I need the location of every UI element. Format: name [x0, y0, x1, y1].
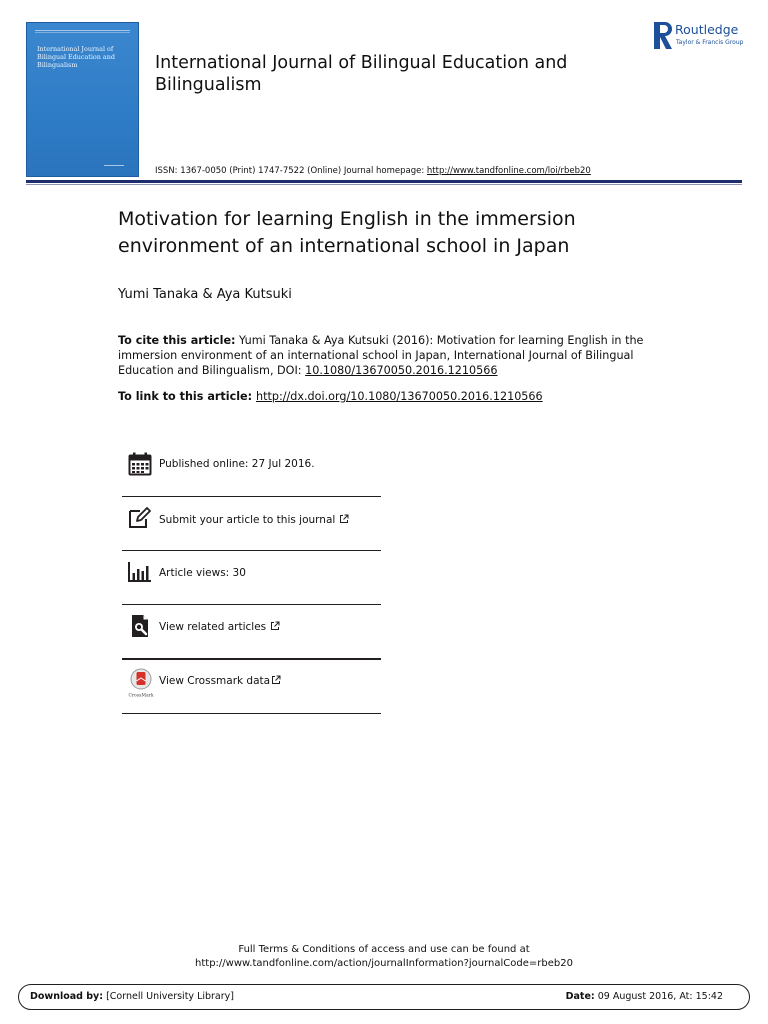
terms-link[interactable]: http://www.tandfonline.com/action/journalInformation?journalCode=rbeb20: [195, 958, 573, 969]
terms-line-1: Full Terms & Conditions of access and use can be found at: [238, 944, 530, 955]
divider: [122, 713, 381, 714]
crossmark-caption: CrossMark: [128, 693, 154, 698]
download-by-value: [Cornell University Library]: [103, 991, 234, 1002]
issn-line: [155, 166, 591, 176]
crossmark-row[interactable]: [122, 660, 381, 713]
edit-icon: [128, 506, 152, 530]
header-rule-thin: [26, 184, 742, 185]
routledge-r-icon: [654, 22, 672, 49]
download-by-label: Download by:: [30, 991, 104, 1002]
citation-text: Yumi Tanaka & Aya Kutsuki (2016): Motivation for learning English in the immersion environment of an international school in Japan, International Journal of Bilingual Education and Bilingualism, DOI:: [118, 334, 644, 377]
external-link-icon: [270, 621, 280, 631]
download-info-bar: [18, 984, 750, 1010]
citation-block: [118, 333, 658, 378]
article-authors[interactable]: Yumi Tanaka & Aya Kutsuki: [118, 287, 292, 302]
article-info-list: [122, 440, 381, 714]
citation-doi-link[interactable]: 10.1080/13670050.2016.1210566: [305, 364, 498, 377]
cover-publisher-mark: [104, 165, 124, 170]
external-link-icon: [339, 514, 349, 524]
published-online-row: [122, 440, 381, 496]
article-link-label: To link to this article:: [118, 390, 256, 403]
citation-label: To cite this article:: [118, 334, 236, 347]
article-title: Motivation for learning English in the immersion environment of an international school in Japan: [118, 208, 576, 257]
related-articles-row[interactable]: [122, 605, 381, 658]
related-articles-link[interactable]: [159, 621, 280, 633]
search-document-icon: [128, 614, 152, 638]
submit-article-label: Submit your article to this journal: [159, 514, 336, 526]
article-views-row: [122, 551, 381, 604]
download-by: [30, 991, 234, 1002]
publisher-logo: [654, 22, 754, 52]
article-views-label: Article views: 30: [159, 567, 246, 579]
download-date: [566, 991, 723, 1002]
external-link-icon: [271, 675, 281, 685]
journal-homepage-link[interactable]: http://www.tandfonline.com/loi/rbeb20: [426, 166, 591, 176]
journal-cover-image: [26, 22, 139, 177]
submit-article-row[interactable]: [122, 497, 381, 550]
published-online-label: Published online: 27 Jul 2016.: [159, 458, 315, 470]
calendar-icon: [128, 452, 152, 476]
submit-article-link[interactable]: [159, 514, 349, 526]
journal-title: International Journal of Bilingual Education and Bilingualism: [155, 53, 568, 95]
crossmark-link[interactable]: [159, 675, 281, 687]
issn-text: ISSN: 1367-0050 (Print) 1747-7522 (Online) Journal homepage:: [155, 166, 427, 176]
crossmark-label: View Crossmark data: [159, 675, 271, 687]
cover-title: International Journal of Bilingual Education and Bilingualism: [37, 45, 115, 69]
cover-top-rule: [35, 30, 130, 33]
publisher-name: Routledge: [675, 22, 739, 37]
download-date-value: 09 August 2016, At: 15:42: [594, 991, 723, 1002]
article-doi-link[interactable]: http://dx.doi.org/10.1080/13670050.2016.1210566: [256, 390, 543, 403]
download-date-label: Date:: [565, 991, 595, 1002]
header-rule: [26, 180, 742, 183]
crossmark-icon: [128, 668, 154, 698]
terms-notice: [0, 943, 768, 971]
related-articles-label: View related articles: [159, 621, 267, 633]
bar-chart-icon: [128, 560, 152, 584]
article-link-block: [118, 389, 658, 404]
publisher-subtitle: Taylor & Francis Group: [676, 39, 744, 46]
